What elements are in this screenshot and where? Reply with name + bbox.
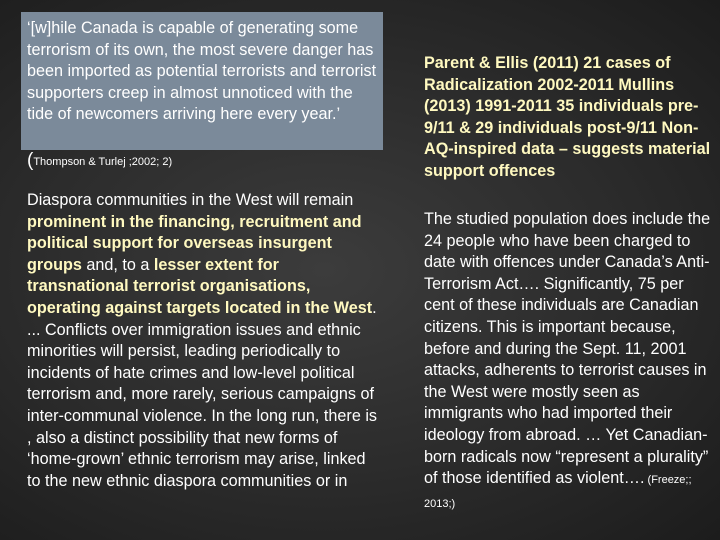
research-summary: Parent & Ellis (2011) 21 cases of Radicalization 2002-2011 Mullins (2013) 1991-2011 35 individuals pre-9/11 & 29 individuals post-9/11 Non-AQ-inspired data – suggests material support offences	[424, 54, 711, 180]
citation-ref: Thompson & Turlej ;2002; 2)	[33, 156, 173, 168]
citation-paren: (	[27, 150, 34, 171]
diaspora-text-3: . ... Conflicts over immigration issues and ethnic minorities will persist, leading periodically to incidents of hate crimes and low-level political terrorism and, more rarely, serious campaigns of inter-communal violence. In the long run, there is , also a distinct possibility that new forms of ‘home-grown’ ethnic terrorism may arise, linked to the new ethnic diaspora communities or in	[27, 298, 377, 490]
diaspora-highlight-1: prominent in the financing, recruitment and political support for overseas insurgent groups	[27, 212, 362, 274]
studied-population-paragraph	[424, 209, 716, 515]
studied-population-ref: (Freeze;; 2013;)	[424, 474, 692, 510]
diaspora-paragraph	[27, 190, 377, 540]
diaspora-highlight-2: lesser extent for transnational terrorist organisations, operating against targets located in the West	[27, 255, 373, 317]
quote-text: ‘[w]hile Canada is capable of generating some terrorism of its own, the most severe danger has been imported as potential terrorists and terrorist supporters creep in almost unnoticed with the tide of newcomers arriving here every year.’	[27, 19, 377, 124]
diaspora-text-2: and, to a	[81, 255, 154, 274]
quote-citation	[27, 150, 172, 172]
diaspora-text-1: Diaspora communities in the West will remain	[27, 191, 354, 209]
studied-population-text: The studied population does include the 24 people who have been charged to date with offences under Canada’s Anti-Terrorism Act…. Significantly, 75 per cent of these individuals are Canadian citizens. This is important because, before and during the Sept. 11, 2001 attacks, adherents to terrorist causes in the West were mostly seen as immigrants who had imported their ideology from abroad. … Yet Canadian-born radicals now “represent a plurality” of those identified as violent….	[424, 210, 711, 488]
